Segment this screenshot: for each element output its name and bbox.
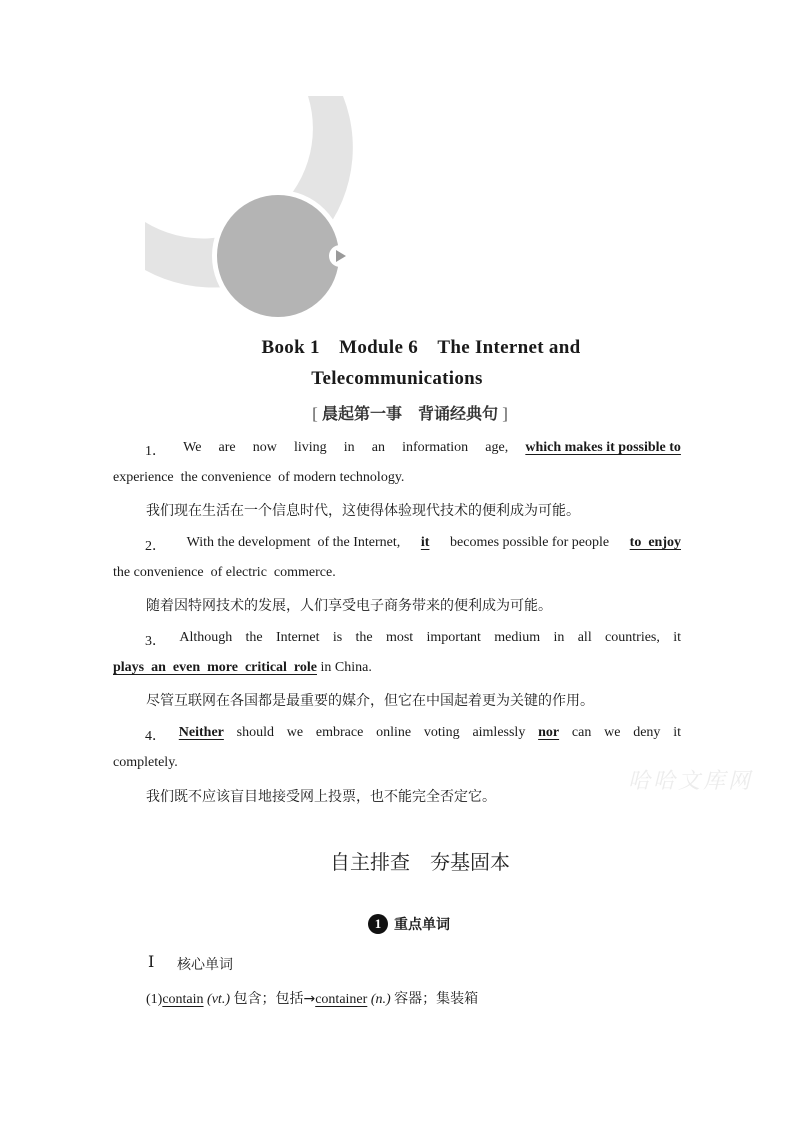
answer-blank: it (420, 535, 430, 550)
subsection-title: 重点单词 (394, 917, 450, 933)
answer-blank: nor (538, 725, 560, 740)
sentence-3-translation: 尽管互联网在各国都是最重要的媒介，但它在中国起着更为关键的作用。 (146, 693, 594, 709)
sentence-2-line1: 2． With the development of the Internet, it becomes possible for people to enjoy (145, 535, 681, 554)
section-title: 自主排查 夯基固本 (330, 850, 510, 874)
tag-bracket-open: [ (312, 404, 318, 423)
page-title-line2: Telecommunications (311, 368, 483, 389)
sentence-1-translation: 我们现在生活在一个信息时代，这使得体验现代技术的便利成为可能。 (146, 503, 580, 519)
play-icon (329, 245, 351, 267)
decorative-circle (217, 195, 339, 317)
derived-word: container (315, 992, 368, 1007)
answer-blank: Neither (178, 725, 224, 740)
sentence-number: 4． (145, 729, 166, 744)
sentence-4-translation: 我们既不应该盲目地接受网上投票，也不能完全否定它。 (146, 789, 496, 805)
part-of-speech: (vt.) (207, 992, 230, 1007)
answer-blank: which makes it possible to (525, 440, 681, 455)
vocab-item-1: (1)contain (vt.) 包含；包括→container (n.) 容器；集装箱 (146, 991, 479, 1007)
vocab-word: contain (162, 992, 204, 1007)
sentence-number: 3． (145, 634, 166, 649)
core-vocab-heading: 核心单词 (177, 957, 233, 973)
tag-text: 晨起第一事 背诵经典句 (321, 404, 498, 423)
sentence-number: 1． (145, 444, 166, 459)
sentence-2-line2: the convenience of electric commerce. (113, 565, 336, 580)
sentence-1-line2: experience the convenience of modern technology. (113, 470, 405, 485)
answer-blank: to enjoy (629, 535, 681, 550)
derived-meaning: 容器；集装箱 (394, 991, 479, 1007)
sentence-3-line2: plays an even more critical role in China. (113, 660, 372, 675)
sentence-number: 2． (145, 539, 166, 554)
sentence-3-line1: 3． Although the Internet is the most important medium in all countries, it (145, 630, 681, 649)
section-tag (0, 401, 794, 424)
number-badge-icon: 1 (368, 914, 388, 934)
answer-blank: plays an even more critical role (113, 660, 317, 675)
sentence-4-line2: completely. (113, 755, 178, 770)
sentence-4-line1: 4． Neither should we embrace online voting aimlessly nor can we deny it (145, 725, 681, 744)
tag-bracket-close: ] (502, 404, 508, 423)
part-of-speech: (n.) (370, 992, 391, 1007)
page-title-line1: Book 1 Module 6 The Internet and (261, 337, 581, 358)
roman-numeral: Ⅰ (148, 954, 155, 971)
watermark: 哈哈文库网 (628, 769, 754, 794)
subsection-heading (368, 914, 450, 934)
sentence-1-line1: 1． We are now living in an information age, which makes it possible to (145, 440, 681, 459)
sentence-2-translation: 随着因特网技术的发展，人们享受电子商务带来的便利成为可能。 (146, 598, 552, 614)
vocab-meaning: 包含；包括→ (233, 991, 316, 1007)
header-decoration (0, 0, 794, 330)
